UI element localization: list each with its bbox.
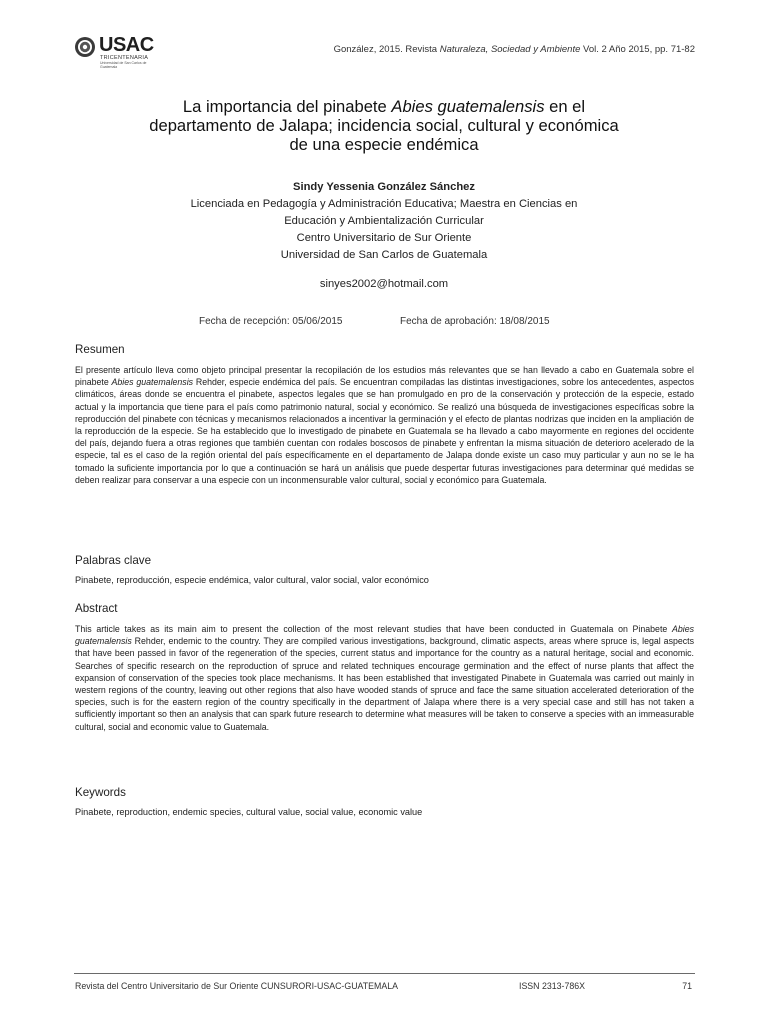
title-line-3: de una especie endémica: [289, 135, 479, 154]
resumen-species: Abies guatemalensis: [111, 377, 194, 388]
footer-divider: [74, 973, 695, 974]
affiliation-line-1: Licenciada en Pedagogía y Administración Educativa; Maestra en Ciencias en: [190, 198, 578, 210]
abstract-heading: Abstract: [75, 602, 118, 615]
keywords-heading: Keywords: [75, 786, 126, 799]
keywords-text: Pinabete, reproduction, endemic species, cultural value, social value, economic value: [75, 807, 423, 817]
title-line-2: departamento de Jalapa; incidencia social, cultural y económica: [149, 116, 619, 135]
usac-logo: [74, 34, 156, 69]
abstract-species: Abies guatemalensis: [75, 624, 694, 647]
citation-journal: Naturaleza, Sociedad y Ambiente: [439, 44, 581, 55]
affiliation-line-3: Centro Universitario de Sur Oriente: [296, 232, 472, 244]
resumen-text-post: Rehder, especie endémica del país. Se encuentran compiladas las distintas investigaciones, sobre los antecedentes, aspectos climáticos, áreas donde se encuentra el pinabete, aspectos legales que se han promulgado en pro de la conservación y protección de la especie, estado actual y la importancia que tiene para el país como patrimonio natural, social y económico. Se realizó una búsqueda de investigaciones específicas sobre la reproducción del pinabete con técnicas y mecanismos relacionados a incentivar la germinación y el efecto de plantas nodrizas que inciden en la ampliación de la reproducción de la especie. Se ha establecido que lo investigado de pinabete en Guatemala se ha llevado a cabo mayormente en regiones del occidente del país, dejando fuera a otras regiones que también cuentan con rodales boscosos de pinabete y enfrentan la misma situación de deterioro acelerado de la especie, tal es el caso de la región oriental del país específicamente en el departamento de Jalapa donde existe un caso muy particular y aun no se le ha tomado la suficiente importancia por lo que a continuación se hará un análisis que puede despertar futuras investigaciones para determinar qué medidas se deben realizar para conservar a una especie con un inconmensurable valor cultural, social y económico para Guatemala.: [75, 377, 694, 485]
footer-issn: ISSN 2313-786X: [519, 981, 586, 991]
title-line1-pre: La importancia del pinabete: [182, 97, 392, 116]
university-seal-icon: [74, 34, 96, 60]
footer-page-number: 71: [682, 981, 692, 991]
affiliation-line-4: Universidad de San Carlos de Guatemala: [280, 249, 488, 261]
resumen-text-pre: El presente artículo lleva como objeto principal presentar la recopilación de los estudios más relevantes que se han llevado a cabo en Guatemala sobre el pinabete: [75, 365, 694, 388]
resumen-text: [75, 364, 694, 486]
citation-post: Vol. 2 Año 2015, pp. 71-82: [580, 44, 695, 55]
palabras-clave-heading: Palabras clave: [75, 554, 152, 567]
affiliation-line-2: Educación y Ambientalización Curricular: [284, 215, 484, 227]
footer-journal: Revista del Centro Universitario de Sur Oriente CUNSURORI-USAC-GUATEMALA: [75, 981, 398, 991]
palabras-clave-text: Pinabete, reproducción, especie endémica, valor cultural, valor social, valor económico: [75, 575, 429, 585]
logo-university: Universidad de San Carlos de Guatemala: [100, 61, 147, 69]
abstract-text: [75, 623, 694, 733]
logo-tricentenaria: TRICENTENARIA: [100, 55, 149, 61]
date-approved: Fecha de aprobación: 18/08/2015: [400, 316, 550, 327]
citation-pre: González, 2015. Revista: [333, 44, 440, 55]
article-title: [90, 97, 678, 154]
author-email: sinyes2002@hotmail.com: [319, 278, 449, 290]
title-line1-post: en el: [544, 97, 586, 116]
citation-header: [334, 44, 695, 55]
title-line-1: [90, 97, 678, 116]
logo-name: USAC: [99, 34, 154, 56]
date-received: Fecha de recepción: 05/06/2015: [199, 316, 343, 327]
author-name: Sindy Yessenia González Sánchez: [293, 181, 475, 193]
abstract-text-pre: This article takes as its main aim to present the collection of the most relevant studies that have been conducted in Guatemala on Pinabete: [75, 624, 672, 634]
abstract-text-post: Rehder, endemic to the country. They are compiled various investigations, background, climatic aspects, areas where spruce is, legal aspects that have been passed in favor of the regeneration of the species, current status and importance for the country as a natural heritage, social and economic. Searches of specific research on the reproduction of spruce and related techniques encourage germination and the effect of nurse plants that affect the expansion of conservation of the species took place mechanisms. It has been established that investigated Pinabete in Guatemala was carried out mainly in western regions of the country, leaving out other regions that also have wooded stands of spruce and face the same situation accelerated deterioration of the species, such is for the eastern region of the country specifically in the department of Jalapa where there is a very special case and still has not taken a sufficiently important so then an analysis that can spark future research to determine what measures will be taken to conserve a species with an immeasurable cultural, social and economic value to Guatemala.: [75, 636, 694, 732]
title-species: Abies guatemalensis: [391, 97, 545, 116]
resumen-heading: Resumen: [75, 343, 125, 356]
